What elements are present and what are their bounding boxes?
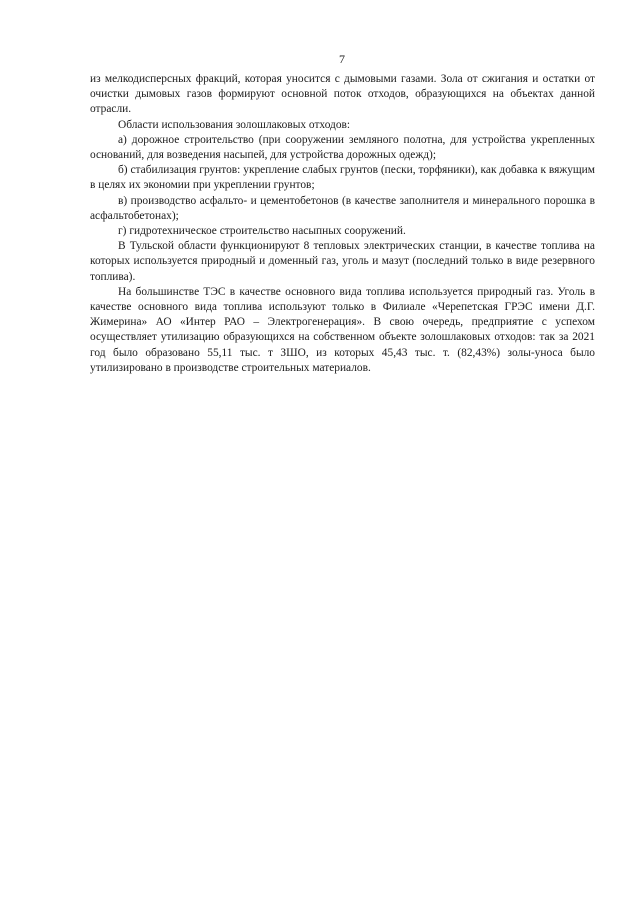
list-item-hydraulic-construction: г) гидротехническое строительство насыпных сооружений. (118, 225, 406, 238)
paragraph-intro-continuation: из мелкодисперсных фракций, которая уносится с дымовыми газами. Зола от сжигания и остатки от очистки дымовых газов формируют основной поток отходов, образующихся на объектах данной отрасли. (90, 73, 595, 116)
paragraph-tula-power-plants: В Тульской области функционируют 8 тепловых электрических станции, в качестве топлива на которых используется природный и доменный газ, уголь и мазут (последний только в виде резервного топлива). (90, 240, 595, 283)
body-text (90, 72, 595, 376)
page-number: 7 (339, 52, 345, 66)
list-item-road-construction: а) дорожное строительство (при сооружении земляного полотна, для устройства укрепленных оснований, для возведения насыпей, для устройства дорожных одежд); (90, 133, 595, 162)
paragraph-usage-heading: Области использования золошлаковых отходов: (118, 118, 351, 131)
list-item-soil-stabilization: б) стабилизация грунтов: укрепление слабых грунтов (пески, торфяники), как добавка к вяжущим в целях их экономии при укреплении грунтов; (90, 164, 595, 192)
paragraph-cherepetskaya-gres: На большинстве ТЭС в качестве основного вида топлива используется природный газ. Уголь в качестве основного вида топлива используют только в Филиале «Черепетская ГРЭС имени Д.Г. Жимерина» АО «Интер РАО – Электрогенерация». В свою очередь, предприятие с успехом осуществляет утилизацию образующихся на собственном объекте золошлаковых отходов: так за 2021 год было образовано 55,11 тыс. т ЗШО, из которых 45,43 тыс. т. (82,43%) золы-уноса было утилизировано в производстве строительных материалов. (90, 285, 595, 374)
list-item-concrete-production: в) производство асфальто- и цементобетонов (в качестве заполнителя и минерального порошка в асфальтобетонах); (90, 194, 595, 222)
